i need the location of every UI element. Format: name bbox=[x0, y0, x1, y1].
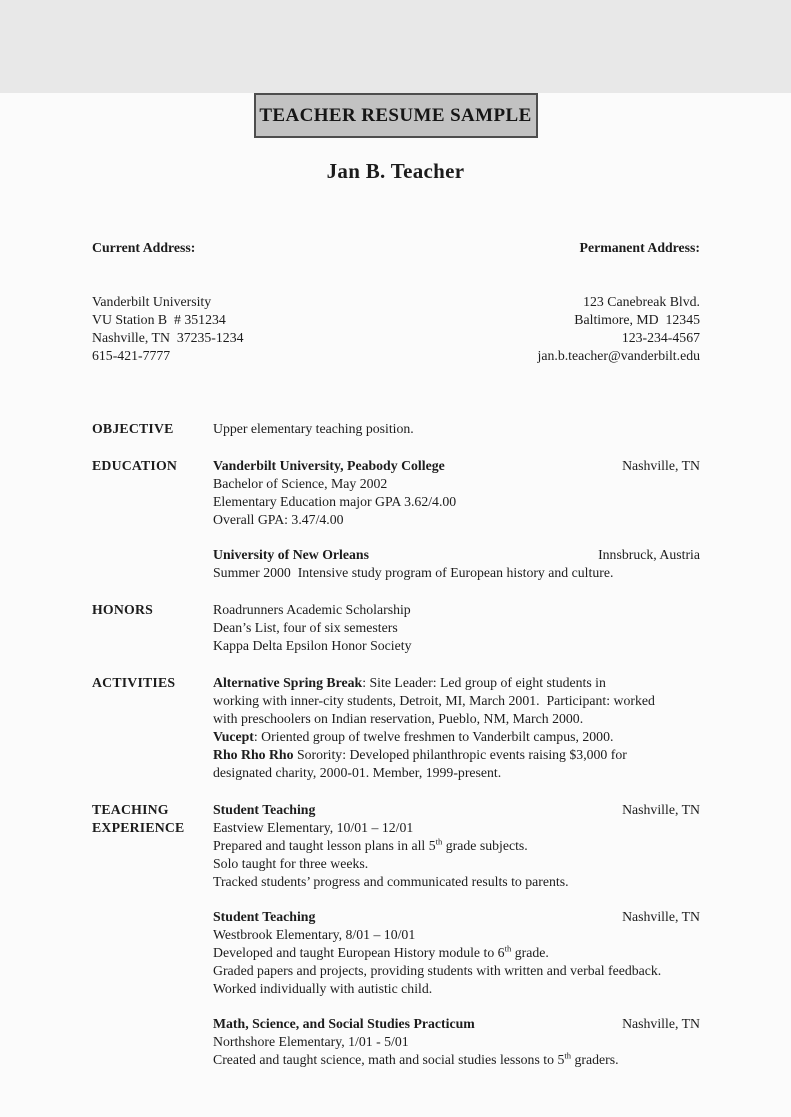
entry-line: Westbrook Elementary, 8/01 – 10/01 bbox=[213, 927, 416, 942]
address-line: 123 Canebreak Blvd. bbox=[583, 294, 700, 309]
address-line: 123-234-4567 bbox=[621, 330, 700, 345]
address-line: jan.b.teacher@vanderbilt.edu bbox=[537, 348, 700, 363]
section-label: TEACHING EXPERIENCE bbox=[92, 802, 185, 835]
entry-heading: Math, Science, and Social Studies Practicum bbox=[213, 1016, 475, 1031]
entry-head bbox=[213, 908, 700, 926]
entry-line: Overall GPA: 3.47/4.00 bbox=[213, 512, 344, 527]
entry-line: Alternative Spring Break: Site Leader: Led group of eight students in bbox=[213, 675, 606, 690]
entry-line: Northshore Elementary, 1/01 - 5/01 bbox=[213, 1034, 409, 1049]
entry-heading: Student Teaching bbox=[213, 802, 316, 817]
entry bbox=[213, 601, 700, 655]
entry-line: Graded papers and projects, providing students with written and verbal feedback. bbox=[213, 963, 662, 978]
permanent-address-block bbox=[538, 203, 700, 401]
entry bbox=[213, 1015, 700, 1069]
address-line: VU Station B # 351234 bbox=[92, 312, 226, 327]
section bbox=[92, 674, 700, 782]
entry-location: Nashville, TN bbox=[622, 458, 700, 473]
entry-location: Nashville, TN bbox=[622, 1016, 700, 1031]
address-line: Baltimore, MD 12345 bbox=[574, 312, 700, 327]
entry-line: Prepared and taught lesson plans in all 5th grade subjects. bbox=[213, 836, 528, 853]
section-label: OBJECTIVE bbox=[92, 421, 174, 436]
entry bbox=[213, 457, 700, 529]
section bbox=[92, 801, 700, 1069]
current-address-block bbox=[92, 203, 244, 401]
entry-line: Dean’s List, four of six semesters bbox=[213, 620, 398, 635]
entry-head bbox=[213, 457, 700, 475]
permanent-address-lines bbox=[538, 293, 700, 365]
entry-heading: Vanderbilt University, Peabody College bbox=[213, 458, 445, 473]
entry-location: Innsbruck, Austria bbox=[598, 547, 700, 562]
entry-heading: University of New Orleans bbox=[213, 547, 369, 562]
resume-sections bbox=[92, 420, 700, 1069]
entry-location: Nashville, TN bbox=[622, 909, 700, 924]
entry-line: Worked individually with autistic child. bbox=[213, 981, 433, 996]
entry-line: with preschoolers on Indian reservation, Pueblo, NM, March 2000. bbox=[213, 711, 584, 726]
entry-line: Roadrunners Academic Scholarship bbox=[213, 602, 411, 617]
section-label: ACTIVITIES bbox=[92, 675, 176, 690]
entry-heading: Student Teaching bbox=[213, 909, 316, 924]
entry-line: Eastview Elementary, 10/01 – 12/01 bbox=[213, 820, 414, 835]
entry-line: Solo taught for three weeks. bbox=[213, 856, 369, 871]
entry bbox=[213, 420, 700, 438]
current-address-label: Current Address: bbox=[92, 240, 196, 255]
entry-line: Summer 2000 Intensive study program of European history and culture. bbox=[213, 565, 614, 580]
section bbox=[92, 420, 700, 438]
entry-line: Elementary Education major GPA 3.62/4.00 bbox=[213, 494, 457, 509]
entry-line: Tracked students’ progress and communicated results to parents. bbox=[213, 874, 569, 889]
section bbox=[92, 457, 700, 582]
entry-line: Vucept: Oriented group of twelve freshmen to Vanderbilt campus, 2000. bbox=[213, 729, 614, 744]
entry-line: Developed and taught European History module to 6th grade. bbox=[213, 943, 549, 960]
entry-line: working with inner-city students, Detroit, MI, March 2001. Participant: worked bbox=[213, 693, 655, 708]
address-line: Vanderbilt University bbox=[92, 294, 212, 309]
entry-head bbox=[213, 546, 700, 564]
entry bbox=[213, 674, 700, 782]
resume-page bbox=[0, 93, 791, 1117]
entry-head bbox=[213, 1015, 700, 1033]
section-content bbox=[213, 674, 700, 782]
address-row bbox=[92, 203, 700, 401]
address-line: 615-421-7777 bbox=[92, 348, 171, 363]
entry-line: Created and taught science, math and social studies lessons to 5th graders. bbox=[213, 1050, 619, 1067]
entry-line: designated charity, 2000-01. Member, 1999-present. bbox=[213, 765, 502, 780]
entry-line: Upper elementary teaching position. bbox=[213, 421, 414, 436]
candidate-name: Jan B. Teacher bbox=[326, 159, 465, 183]
entry bbox=[213, 801, 700, 891]
section-label: HONORS bbox=[92, 602, 153, 617]
section bbox=[92, 601, 700, 655]
entry-line: Bachelor of Science, May 2002 bbox=[213, 476, 388, 491]
section-content bbox=[213, 601, 700, 655]
title-banner-text: TEACHER RESUME SAMPLE bbox=[259, 104, 532, 126]
entry-head bbox=[213, 801, 700, 819]
title-banner bbox=[254, 93, 538, 138]
current-address-lines bbox=[92, 293, 244, 365]
section-label: EDUCATION bbox=[92, 458, 178, 473]
address-line: Nashville, TN 37235-1234 bbox=[92, 330, 244, 345]
section-content bbox=[213, 457, 700, 582]
entry bbox=[213, 908, 700, 998]
section-content bbox=[213, 420, 700, 438]
entry-location: Nashville, TN bbox=[622, 802, 700, 817]
entry-line: Rho Rho Rho Sorority: Developed philanthropic events raising $3,000 for bbox=[213, 747, 627, 762]
section-content bbox=[213, 801, 700, 1069]
entry-line: Kappa Delta Epsilon Honor Society bbox=[213, 638, 412, 653]
entry bbox=[213, 546, 700, 582]
permanent-address-label: Permanent Address: bbox=[579, 240, 700, 255]
